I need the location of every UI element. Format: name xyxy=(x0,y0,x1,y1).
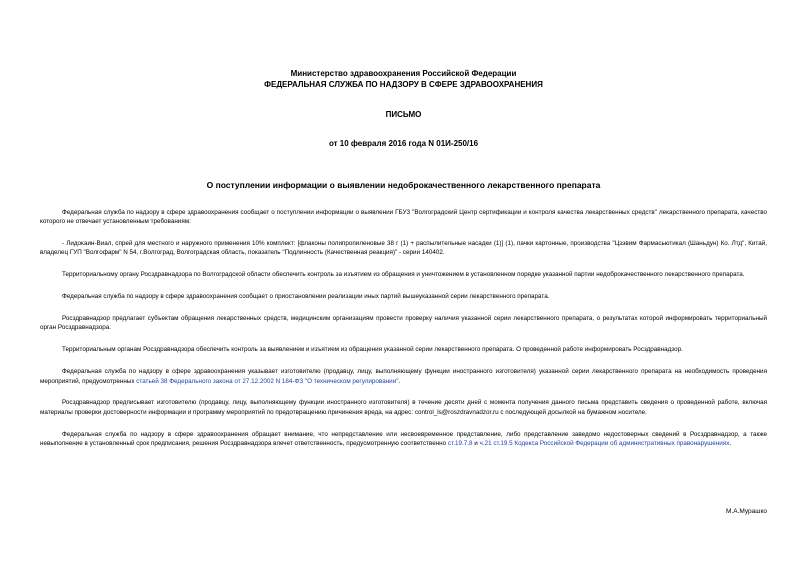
paragraph-1: Федеральная служба по надзору в сфере здравоохранения сообщает о поступлении информации о выявлении ГБУЗ "Волгоградский Центр сертификации и контроля качества лекарственных средств" лекарственного препарата, качество которого не отвечает установленным требованиям: xyxy=(40,209,767,226)
signature: М.А.Мурашко xyxy=(725,508,767,515)
article-19-7-8-link[interactable]: ст.19.7.8 xyxy=(447,439,473,447)
paragraph-8: Росздравнадзор предписывает изготовителю (продавцу, лицу, выполняющему функции иностранного изготовителя) в течение десяти дней с момента получения данного письма представить сведения о проведенной работе, включая материалы проверки достоверности информации и программу мероприятий по предотвращению причинения вреда, на адрес: control_ls@roszdravnadzor.ru с последующей досылкой на бумажном носителе. xyxy=(40,399,767,416)
ministry-name: Министерство здравоохранения Российской Федерации xyxy=(290,69,517,78)
service-name: ФЕДЕРАЛЬНАЯ СЛУЖБА ПО НАДЗОРУ В СФЕРЕ ЗДРАВООХРАНЕНИЯ xyxy=(264,80,543,89)
document-date-number: от 10 февраля 2016 года N 01И-250/16 xyxy=(328,139,479,148)
paragraph-9-conjunction: и xyxy=(472,439,480,447)
page-title: О поступлении информации о выявлении недоброкачественного лекарственного препарата xyxy=(206,180,601,190)
paragraph-4: Федеральная служба по надзору в сфере здравоохранения сообщает о приостановлении реализации иных партий вышеуказанной серии лекарственного препарата. xyxy=(62,293,550,301)
paragraph-6: Территориальным органам Росздравнадзора обеспечить контроль за выявлением и изъятием из обращения указанной серии лекарственного препарата. О проведенной работе информировать Росздравнадзор. xyxy=(62,346,683,354)
article-19-5-link[interactable]: ч.21 ст.19.5 xyxy=(479,439,513,447)
paragraph-2: - Лидокаин-Виал, спрей для местного и наружного применения 10% комплект: [флаконы полипропиленовые 38 г (1) + распылительные насадки (1)] (1), пачки картонные, производства "Цзэвим Фармасьютикал (Шаньдун) Ко. Лтд", Китай, владелец ГУП "Волгофарм" N 54, г.Волгоград, Волгоградская область, показатель "Подлинность (Качественная реакция)" - серии 140402. xyxy=(40,240,767,257)
paragraph-3: Территориальному органу Росздравнадзора по Волгоградской области обеспечить контроль за изъятием из обращения и уничтожением в установленном порядке указанной партии недоброкачественного лекарственного препарата. xyxy=(62,271,745,279)
paragraph-7-text: Федеральная служба по надзору в сфере здравоохранения указывает изготовителю (продавцу, лицу, выполняющему функции иностранного изготовителя) указанной серии лекарственного препарата на необходимость проведения мероприятий, предусмотренных xyxy=(40,368,767,385)
paragraph-5: Росздравнадзор предлагает субъектам обращения лекарственных средств, медицинским организациям провести проверку наличия указанной серии лекарственного препарата, о результатах которой информировать территориальный орган Росздравнадзора. xyxy=(40,315,767,332)
document-type: ПИСЬМО xyxy=(385,110,422,119)
paragraph-7 xyxy=(40,367,767,386)
paragraph-9-text: Федеральная служба по надзору в сфере здравоохранения обращает внимание, что непредставление или несвоевременное представление, либо представление заведомо недостоверных сведений в Росздравнадзор, а также невыполнение в установленный срок предписания, решения Росздравнадзора влечет ответственность, предусмотренную соответственно xyxy=(40,430,767,447)
paragraph-7-end: . xyxy=(398,377,401,385)
letter-body xyxy=(40,208,767,461)
paragraph-9-end: . xyxy=(729,439,732,447)
law-article-38-link[interactable]: статьей 38 Федерального закона от 27.12.2002 N 184-ФЗ "О техническом регулировании" xyxy=(136,377,399,385)
paragraph-9 xyxy=(40,430,767,449)
administrative-code-link[interactable]: Кодекса Российской Федерации об административных правонарушениях xyxy=(514,439,730,447)
